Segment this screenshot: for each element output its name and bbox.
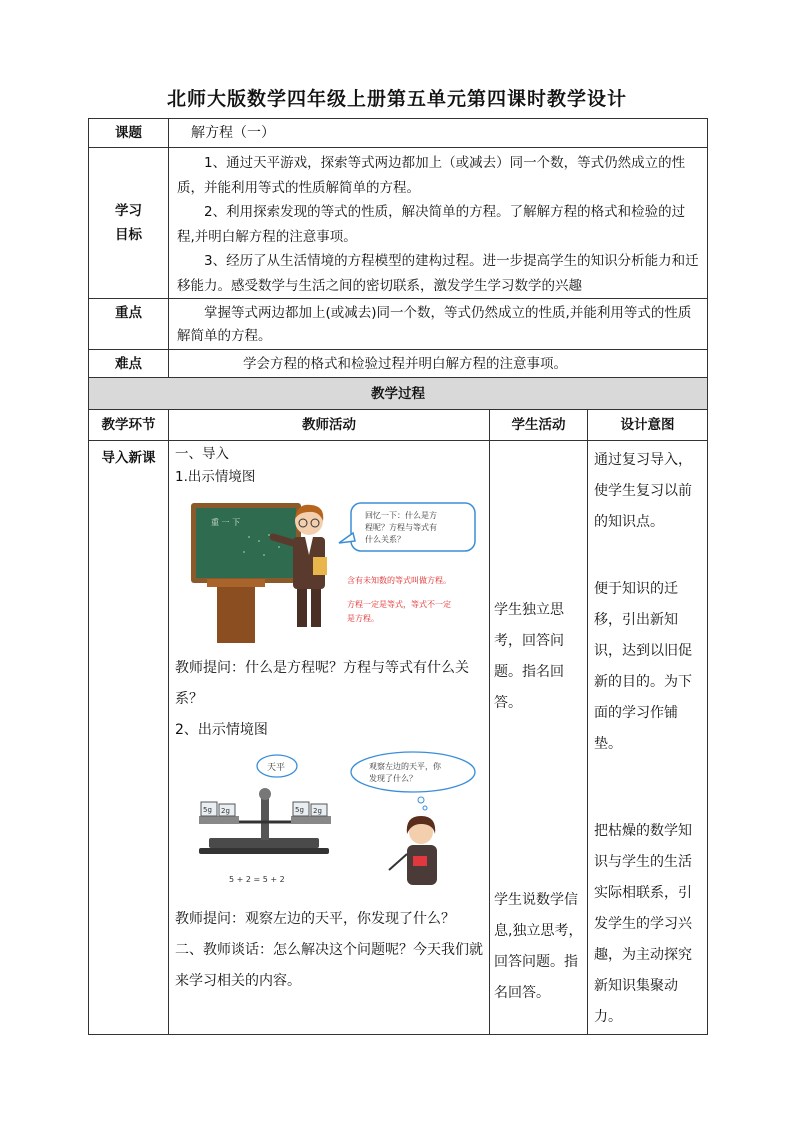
header-stage: 教学环节 xyxy=(89,410,169,441)
teacher-line: 2、出示情境图 xyxy=(175,722,268,738)
figure-balance xyxy=(185,750,485,900)
process-title: 教学过程 xyxy=(89,378,708,410)
teacher-talk: 二、教师谈话：怎么解决这个问题呢？今天我们就来学习相关的内容。 xyxy=(175,942,483,989)
right-pan xyxy=(291,816,331,824)
bubble-line: 观察左边的天平，你 xyxy=(369,762,441,771)
goals-label-line1: 学习 xyxy=(115,203,142,219)
topic-row xyxy=(89,119,708,148)
header-intent: 设计意图 xyxy=(588,410,708,441)
weight-label: 5g xyxy=(295,806,304,814)
page-title: 北师大版数学四年级上册第五单元第四课时教学设计 xyxy=(166,88,627,110)
bubble-line: 回忆一下：什么是方 xyxy=(365,511,437,520)
bubble-dot xyxy=(418,797,424,803)
bubble-tail xyxy=(339,533,355,543)
teacher-woman-icon xyxy=(389,816,437,885)
student-activity xyxy=(490,441,588,1035)
goal-item: 2、利用探索发现的等式的性质，解决简单的方程。了解解方程的格式和检验的过程,并明白解方程的注意事项。 xyxy=(177,204,686,245)
student-answer-2: 学生说数学信息,独立思考，回答问题。指名回答。 xyxy=(494,892,583,1001)
difficulty-value: 学会方程的格式和检验过程并明白解方程的注意事项。 xyxy=(169,350,708,378)
scale-pivot xyxy=(259,788,271,800)
goals-label xyxy=(89,148,169,299)
teacher-question: 教师提问：什么是方程呢？方程与等式有什么关系？ xyxy=(175,660,469,707)
teacher-line: 一、导入 xyxy=(175,446,229,462)
process-header-row xyxy=(89,410,708,441)
header-student: 学生活动 xyxy=(490,410,588,441)
weight-label: 2g xyxy=(221,807,230,815)
bubble-line: 什么关系？ xyxy=(365,535,405,544)
weight-label: 2g xyxy=(313,807,322,815)
speech-bubble xyxy=(351,752,475,792)
bubble-line: 程呢？方程与等式有 xyxy=(365,523,437,532)
design-intent xyxy=(588,441,708,1035)
key-label: 重点 xyxy=(89,299,169,350)
bubble-line: 发现了什么？ xyxy=(369,774,417,783)
teacher-activity xyxy=(169,441,490,1035)
process-bar-row xyxy=(89,378,708,410)
figure-teacher-board xyxy=(189,497,489,647)
balance-equation: 5 + 2 = 5 + 2 xyxy=(229,875,285,884)
process-content-row xyxy=(89,441,708,1035)
weight-label: 5g xyxy=(203,806,212,814)
lesson-plan-table xyxy=(88,118,708,1035)
balance-label: 天平 xyxy=(267,763,286,773)
student-answer-1: 学生独立思考，回答问题。指名回答。 xyxy=(494,602,564,711)
difficulty-row xyxy=(89,350,708,378)
scale-pillar xyxy=(261,796,269,840)
goal-item: 1、通过天平游戏，探索等式两边都加上（或减去）同一个数，等式仍然成立的性质，并能利用等式的性质解简单的方程。 xyxy=(177,155,686,196)
key-row xyxy=(89,299,708,350)
board-text: 重 一 下 xyxy=(211,518,241,527)
stage-label: 导入新课 xyxy=(89,441,169,1035)
podium xyxy=(217,587,255,643)
intent-2: 便于知识的迁移，引出新知识，达到以旧促新的目的。为下面的学习作铺垫。 xyxy=(594,581,692,752)
teacher-line: 1.出示情境图 xyxy=(175,469,256,485)
teacher-question: 教师提问：观察左边的天平，你发现了什么？ xyxy=(175,911,455,927)
topic-value: 解方程（一） xyxy=(169,119,708,148)
goals-label-line2: 目标 xyxy=(115,227,142,243)
difficulty-label: 难点 xyxy=(89,350,169,378)
red-note: 方程一定是等式，等式不一定 xyxy=(347,600,451,609)
intent-1: 通过复习导入，使学生复习以前的知识点。 xyxy=(594,452,692,530)
podium-top xyxy=(207,579,265,587)
goals-content xyxy=(169,148,708,299)
header-teacher: 教师活动 xyxy=(169,410,490,441)
key-value: 掌握等式两边都加上(或减去)同一个数，等式仍然成立的性质,并能利用等式的性质解简单的方程。 xyxy=(177,305,692,344)
key-content xyxy=(169,299,708,350)
goals-row xyxy=(89,148,708,299)
bubble-dot xyxy=(423,806,427,810)
intent-3: 把枯燥的数学知识与学生的生活实际相联系，引发学生的学习兴趣，为主动探究新知识集聚动力。 xyxy=(594,823,692,1025)
red-note: 含有未知数的等式叫做方程。 xyxy=(347,576,451,585)
red-note: 是方程。 xyxy=(347,614,379,623)
topic-label: 课题 xyxy=(89,119,169,148)
scale-foot xyxy=(199,848,329,854)
goal-item: 3、经历了从生活情境的方程模型的建构过程。进一步提高学生的知识分析能力和迁移能力。感受数学与生活之间的密切联系，激发学生学习数学的兴趣 xyxy=(177,253,699,294)
left-pan xyxy=(199,816,239,824)
